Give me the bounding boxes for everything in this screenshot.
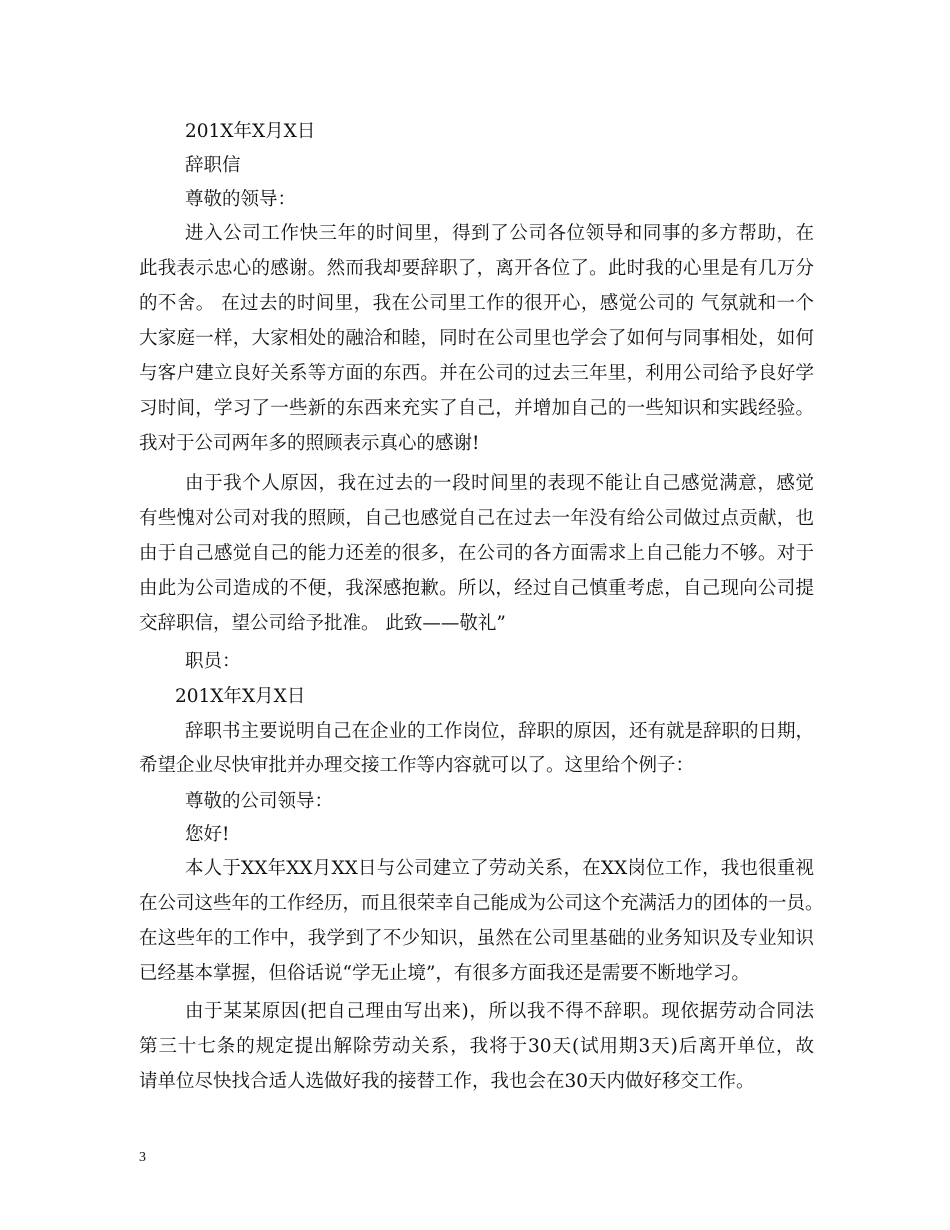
- paragraph-line: 辞职书主要说明自己在企业的工作岗位，辞职的原因，还有就是辞职的日期，: [185, 721, 815, 742]
- paragraph-line: 与客户建立良好关系等方面的东西。并在公司的过去三年里，利用公司给予良好学: [139, 363, 814, 384]
- signature-date: 201X年X月X日: [175, 686, 306, 707]
- paragraph-line: 由于我个人原因，我在过去的一段时间里的表现不能让自己感觉满意，感觉: [185, 473, 814, 494]
- paragraph-line: 希望企业尽快审批并办理交接工作等内容就可以了。这里给个例子：: [139, 755, 695, 776]
- paragraph-line: 由于自己感觉自己的能力还差的很多，在公司的各方面需求上自己能力不够。对于: [139, 543, 814, 564]
- header-date: 201X年X月X日: [185, 121, 316, 142]
- letter-title: 辞职信: [185, 155, 241, 176]
- signature-label: 职员：: [185, 651, 241, 672]
- paragraph-line: 的不舍。 在过去的时间里，我在公司里工作的很开心，感觉公司的 气氛就和一个: [139, 293, 814, 314]
- paragraph-line: 习时间，学习了一些新的东西来充实了自己，并增加自己的一些知识和实践经验。: [139, 398, 814, 419]
- paragraph-line: 我对于公司两年多的照顾表示真心的感谢!: [139, 433, 480, 454]
- paragraph-line: 第三十七条的规定提出解除劳动关系，我将于30天(试用期3天)后离开单位，故: [139, 1036, 814, 1057]
- paragraph-line: 进入公司工作快三年的时间里，得到了公司各位领导和同事的多方帮助，在: [185, 223, 814, 244]
- paragraph-line: 此我表示忠心的感谢。然而我却要辞职了，离开各位了。此时我的心里是有几万分: [139, 258, 814, 279]
- paragraph-line: 请单位尽快找合适人选做好我的接替工作，我也会在30天内做好移交工作。: [139, 1071, 755, 1092]
- example-salutation: 尊敬的公司领导：: [185, 791, 334, 812]
- paragraph-line: 由于某某原因(把自己理由写出来)，所以我不得不辞职。现依据劳动合同法: [185, 1001, 814, 1022]
- page-number: 3: [139, 1150, 146, 1165]
- salutation: 尊敬的领导：: [185, 189, 297, 210]
- paragraph-line: 在这些年的工作中，我学到了不少知识，虽然在公司里基础的业务知识及专业知识: [139, 928, 814, 949]
- paragraph-line: 交辞职信，望公司给予批准。 此致——敬礼”: [139, 613, 506, 634]
- paragraph-line: 本人于XX年XX月XX日与公司建立了劳动关系，在XX岗位工作，我也很重视: [185, 858, 814, 879]
- paragraph-line: 已经基本掌握，但俗话说“学无止境”，有很多方面我还是需要不断地学习。: [139, 963, 750, 984]
- paragraph-line: 有些愧对公司对我的照顾，自己也感觉自己在过去一年没有给公司做过点贡献，也: [139, 508, 814, 529]
- paragraph-line: 在公司这些年的工作经历，而且很荣幸自己能成为公司这个充满活力的团体的一员。: [139, 893, 824, 914]
- paragraph-line: 由此为公司造成的不便，我深感抱歉。所以，经过自己慎重考虑，自己现向公司提: [139, 578, 814, 599]
- greeting: 您好!: [185, 824, 230, 845]
- paragraph-line: 大家庭一样，大家相处的融洽和睦，同时在公司里也学会了如何与同事相处，如何: [139, 328, 814, 349]
